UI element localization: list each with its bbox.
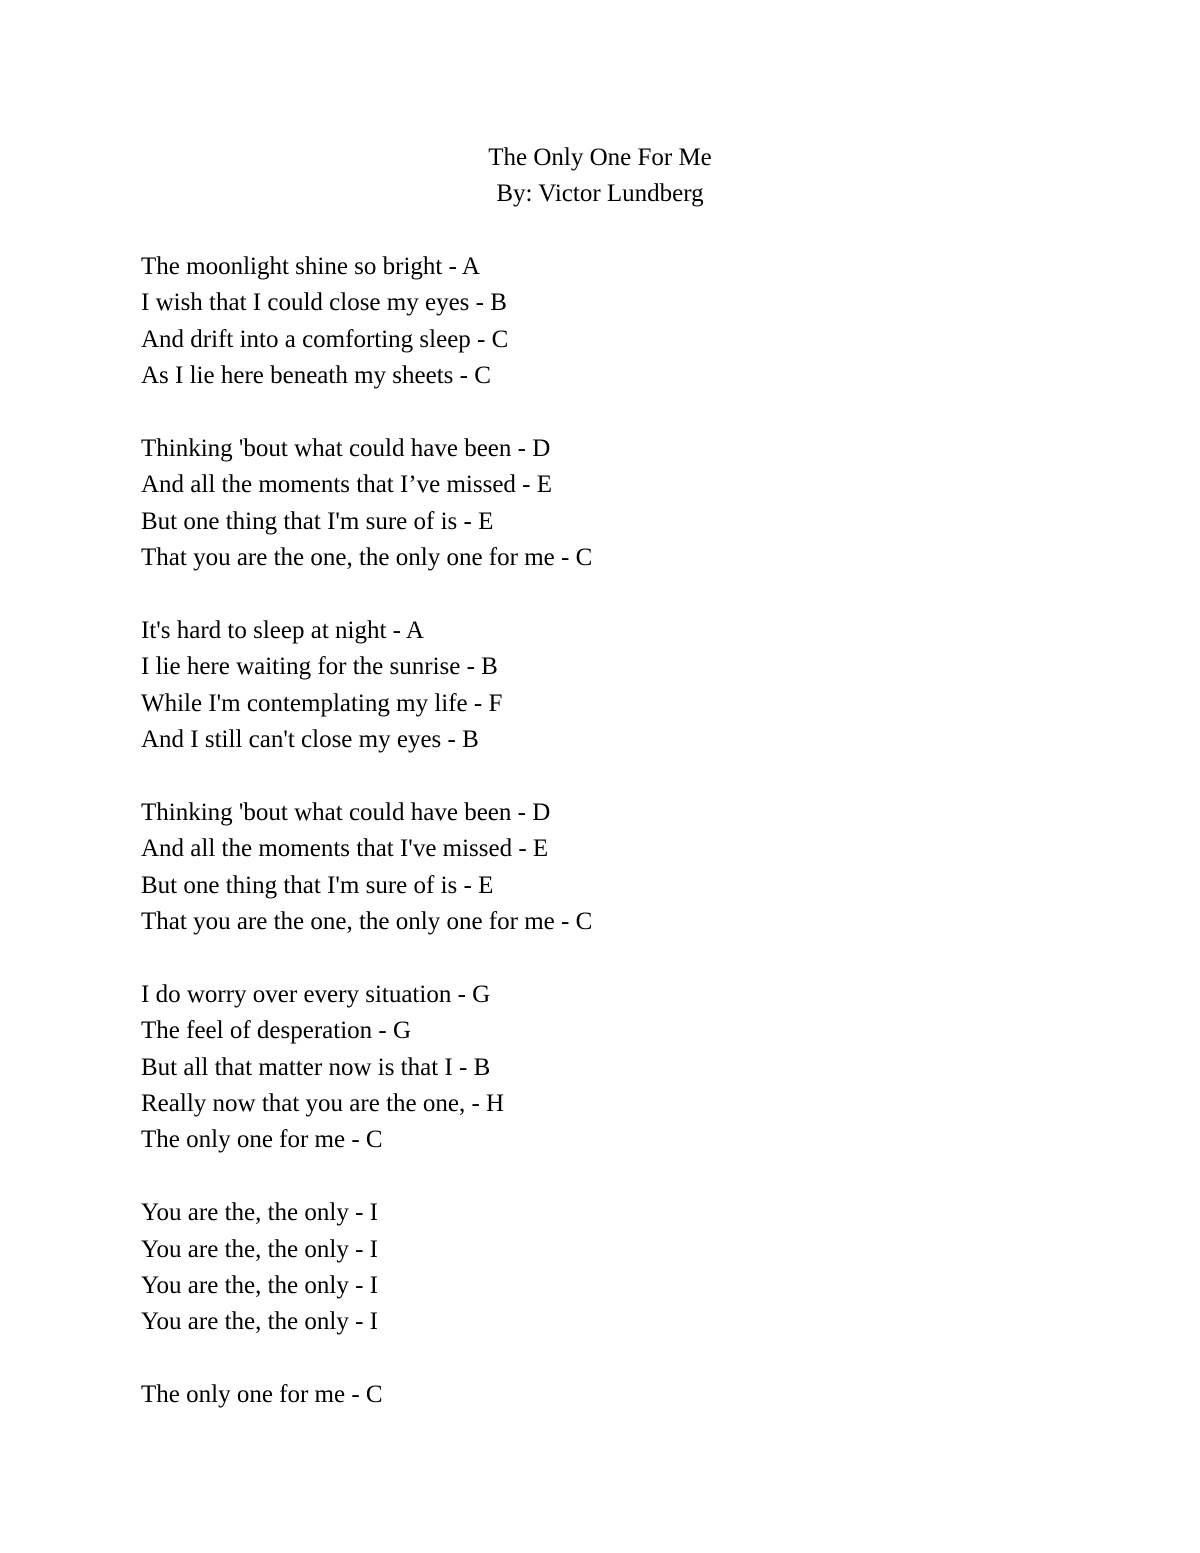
stanza (141, 613, 1141, 759)
stanza-gap (141, 758, 1141, 794)
poem-body (141, 249, 1141, 1414)
poem-byline: By: Victor Lundberg (496, 180, 704, 207)
poem-line: That you are the one, the only one for me - C (141, 544, 593, 572)
stanza (141, 249, 1141, 395)
title-block (0, 140, 1200, 212)
poem-line: You are the, the only - I (141, 1271, 378, 1299)
stanza-gap (141, 1341, 1141, 1377)
poem-line: The moonlight shine so bright - A (141, 253, 480, 280)
poem-line: You are the, the only - I (141, 1199, 378, 1227)
poem-line: I lie here waiting for the sunrise - B (141, 653, 498, 681)
poem-line: The only one for me - C (141, 1381, 383, 1409)
poem-line: And all the moments that I've missed - E (141, 835, 549, 863)
poem-line: And I still can't close my eyes - B (141, 726, 479, 754)
poem-line: But one thing that I'm sure of is - E (141, 871, 494, 899)
stanza-gap (141, 577, 1141, 613)
poem-line: Thinking 'bout what could have been - D (141, 434, 551, 462)
poem-line: That you are the one, the only one for me - C (141, 908, 593, 936)
poem-line: It's hard to sleep at night - A (141, 616, 424, 644)
stanza (141, 977, 1141, 1159)
poem-line: The only one for me - C (141, 1126, 383, 1154)
poem-title: The Only One For Me (488, 144, 712, 171)
poem-line: I do worry over every situation - G (141, 980, 491, 1008)
stanza-gap (141, 395, 1141, 431)
poem-line: Really now that you are the one, - H (141, 1089, 505, 1117)
poem-line: While I'm contemplating my life - F (141, 689, 503, 717)
poem-line: You are the, the only - I (141, 1308, 378, 1336)
poem-line: As I lie here beneath my sheets - C (141, 362, 491, 390)
poem-line: The feel of desperation - G (141, 1017, 412, 1045)
stanza-gap (141, 940, 1141, 976)
stanza (141, 1195, 1141, 1341)
poem-line: But all that matter now is that I - B (141, 1053, 491, 1081)
stanza (141, 795, 1141, 941)
poem-line: Thinking 'bout what could have been - D (141, 798, 551, 826)
poem-line: I wish that I could close my eyes - B (141, 289, 507, 317)
poem-line: And all the moments that I’ve missed - E (141, 471, 553, 499)
stanza-gap (141, 1159, 1141, 1195)
poem-line: And drift into a comforting sleep - C (141, 325, 509, 353)
poem-line: You are the, the only - I (141, 1235, 378, 1263)
stanza (141, 431, 1141, 577)
stanza (141, 1377, 1141, 1413)
poem-line: But one thing that I'm sure of is - E (141, 507, 494, 535)
